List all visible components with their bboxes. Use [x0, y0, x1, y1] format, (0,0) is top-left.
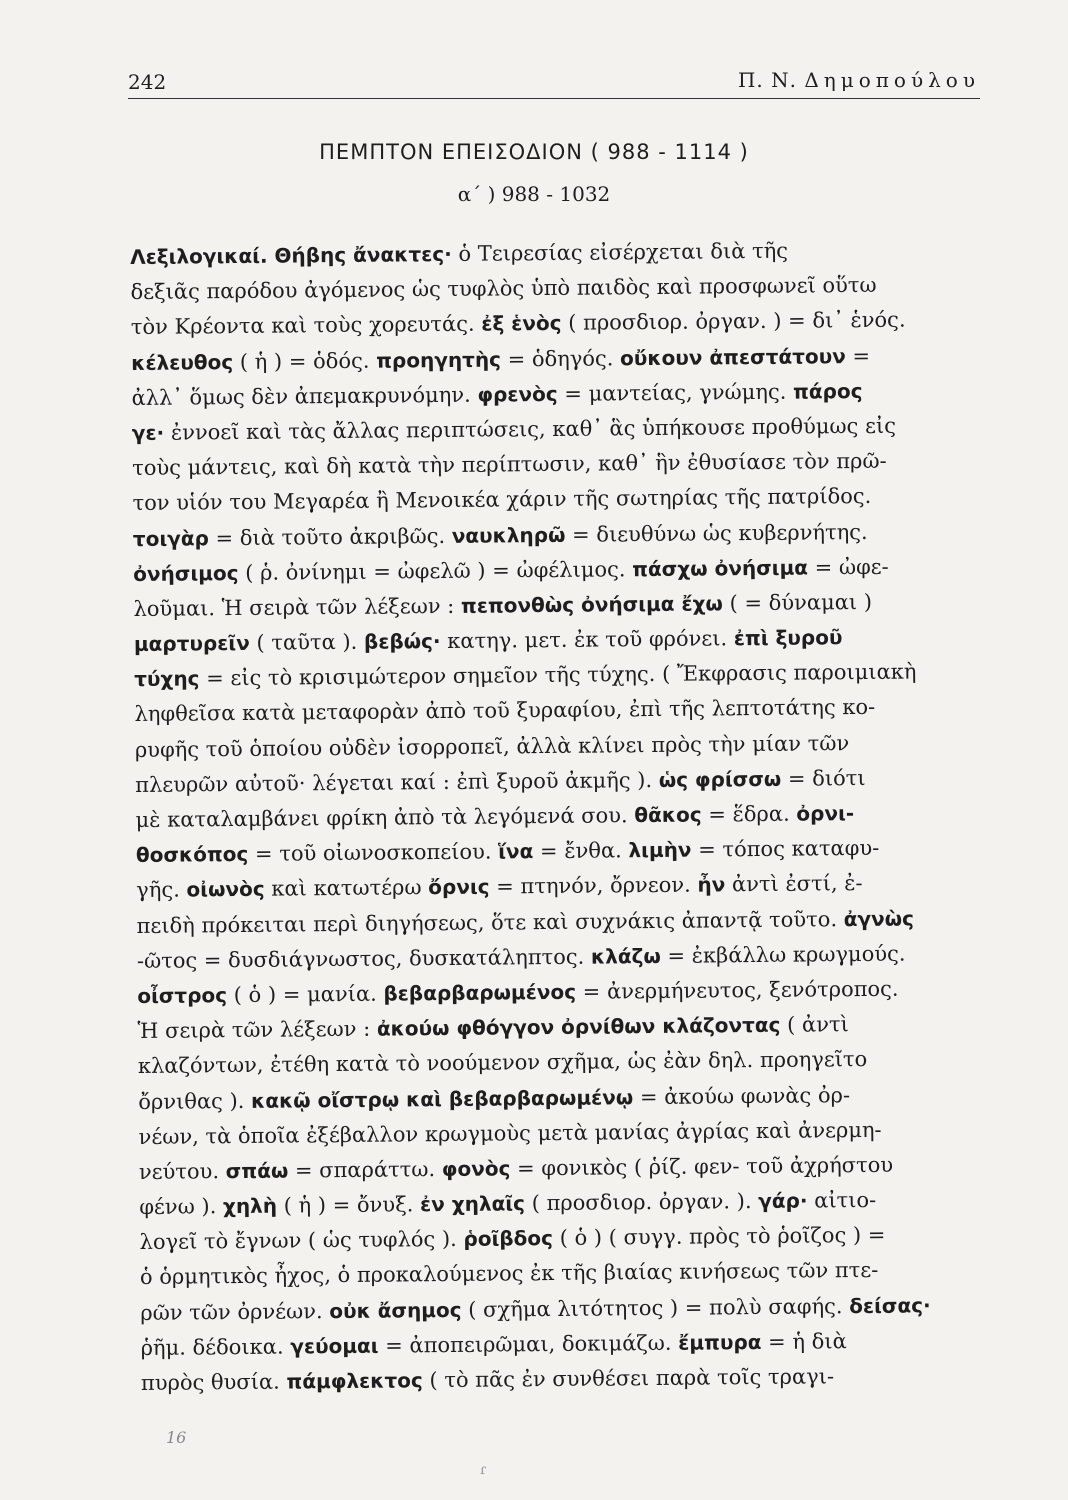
gloss-text: ( σχῆμα λιτότητος ) = πολὺ σαφής. — [461, 1293, 850, 1322]
lemma-term: οὔκουν ἀπεστάτουν — [619, 343, 846, 370]
lemma-term: κλάζω — [590, 943, 661, 969]
stray-mark: ɾ — [480, 1462, 487, 1478]
lemma-term: οἰωνὸς — [186, 877, 265, 902]
gloss-text: τον υἱόν του Μεγαρέα ἢ Μενοικέα χάριν τῆς σωτηρίας τῆς πατρίδος. — [132, 484, 872, 516]
lemma-term: πεπονθὼς ὀνήσιμα ἔχω — [460, 591, 723, 618]
lemma-term: προηγητὴς — [376, 347, 502, 373]
gloss-text: πυρὸς θυσία. — [140, 1369, 287, 1395]
lemma-term: ὀρνι- — [796, 801, 855, 826]
gloss-text: ὁ ὁρμητικὸς ἦχος, ὁ προκαλούμενος ἐκ τῆς βιαίας κινήσεως τῶν πτε- — [139, 1258, 879, 1290]
gloss-text: ( ἀντὶ — [780, 1012, 849, 1037]
lemma-term: θᾶκος — [634, 802, 702, 828]
lemma-term: ἵνα — [498, 839, 534, 864]
gloss-text: = τοῦ οἰωνοσκοπείου. — [248, 839, 499, 867]
gloss-text: ληφθεῖσα κατὰ μεταφορὰν ἀπὸ τοῦ ξυραφίου, ἐπὶ τῆς λεπτοτάτης κο- — [134, 695, 876, 727]
lemma-term: ῥοῖβδος — [463, 1226, 554, 1252]
gloss-text: = πτηνόν, ὄρνεον. — [489, 872, 698, 899]
gloss-text: ( προσδιορ. ὀργαν. ) = δι᾽ ἑνός. — [561, 307, 906, 336]
lemma-term: ἐπὶ ξυροῦ — [733, 625, 843, 651]
gloss-text: ἐννοεῖ καὶ τὰς ἄλλας περιπτώσεις, καθ᾽ ἃς ὑπήκουσε προθύμως εἰς — [164, 413, 897, 445]
gloss-text: γῆς. — [136, 877, 187, 903]
gloss-text: ( προσδιορ. ὀργαν. ). — [524, 1189, 759, 1216]
gloss-text: ὄρνιθας ). — [138, 1088, 252, 1114]
gloss-text: λοῦμαι. Ἡ σειρὰ τῶν λέξεων : — [133, 593, 462, 621]
gloss-text: ὁ Τειρεσίας εἰσέρχεται διὰ τῆς — [451, 238, 789, 266]
gloss-text: ( ταῦτα ). — [249, 629, 365, 655]
page-number: 242 — [128, 70, 167, 94]
gloss-text: = διευθύνω ὡς κυβερνήτης. — [565, 519, 868, 547]
gloss-text: ( ἡ ) = ὄνυξ. — [276, 1192, 421, 1218]
gloss-text: τοὺς μάντεις, καὶ δὴ κατὰ τὴν περίπτωσιν, καθ᾽ ἣν ἐθυσίασε τὸν πρῶ- — [132, 448, 887, 481]
author-name — [738, 68, 980, 92]
gloss-text: τὸν Κρέοντα καὶ τοὺς χορευτάς. — [130, 312, 482, 340]
gloss-text: = εἰς τὸ κρισιμώτερον σημεῖον τῆς τύχης. ( Ἔκφρασις παροιμιακὴ — [199, 659, 917, 691]
gloss-text: -ῶτος = δυσδιάγνωστος, δυσκατάληπτος. — [136, 944, 592, 973]
gloss-text: = ἕδρα. — [701, 801, 797, 827]
gloss-text: ( ἡ ) = ὁδός. — [233, 348, 377, 374]
lemma-term: λιμὴν — [628, 837, 692, 863]
lemma-term: φονὸς — [441, 1156, 511, 1181]
lemma-term: βεβώς· — [363, 629, 441, 654]
gloss-text: = ἀκούω φωνὰς ὀρ- — [633, 1082, 851, 1109]
lemma-term: φρενὸς — [477, 381, 558, 407]
gloss-text: λογεῖ τὸ ἔγνων ( ὡς τυφλός ). — [139, 1227, 464, 1255]
gloss-text: = διὰ τοῦτο ἀκριβῶς. — [208, 523, 452, 550]
glossary-text — [130, 232, 991, 1401]
gloss-text: ρυφῆς τοῦ ὁποίου οὐδὲν ἰσορροπεῖ, ἀλλὰ κλίνει πρὸς τὴν μίαν τῶν — [134, 730, 850, 762]
gloss-text: αἰτιο- — [807, 1187, 877, 1213]
lemma-term: βεβαρβαρωμένος — [383, 979, 577, 1006]
lemma-term: ὀνήσιμος — [133, 560, 239, 586]
lemma-term: ὡς φρίσσω — [658, 766, 782, 792]
gloss-text: πλευρῶν αὐτοῦ· λέγεται καί : ἐπὶ ξυροῦ ἀκμῆς ). — [135, 767, 659, 797]
lemma-term: κακῷ οἴστρῳ καὶ βεβαρβαρωμένῳ — [250, 1084, 634, 1113]
gloss-text: νεύτου. — [138, 1158, 226, 1184]
lemma-term: δείσας· — [849, 1292, 931, 1318]
author-surname: Δημοπούλου — [804, 68, 980, 92]
lemma-term: πάμφλεκτος — [286, 1368, 423, 1394]
running-head — [128, 62, 980, 99]
lemma-term: ἦν — [697, 872, 726, 897]
gloss-text: Ἡ σειρὰ τῶν λέξεων : — [137, 1016, 377, 1044]
gloss-text: πειδὴ πρόκειται περὶ διηγήσεως, ὅτε καὶ συχνάκις ἀπαντᾷ τοῦτο. — [136, 906, 844, 938]
gloss-text: ῥῆμ. δέδοικα. — [140, 1334, 291, 1360]
gloss-text: = ἡ διὰ — [761, 1328, 847, 1354]
lemma-term: κέλευθος — [131, 349, 234, 375]
gloss-text: ( τὸ πᾶς ἐν συνθέσει παρὰ τοῖς τραγι- — [422, 1364, 835, 1393]
gloss-text: ( ῥ. ὀνίνημι = ὠφελῶ ) = ὠφέλιμος. — [238, 556, 633, 585]
lemma-term: γεύομαι — [290, 1333, 379, 1359]
gloss-text: = σπαράττω. — [288, 1156, 442, 1183]
lemma-term: θοσκόπος — [135, 842, 249, 868]
gloss-text: ἀλλ᾽ ὅμως δὲν ἀπεμακρυνόμην. — [131, 382, 478, 410]
lemma-term: γε· — [131, 420, 165, 445]
section-heading: α΄ ) 988 - 1032 — [457, 182, 611, 206]
gloss-text: = ἐκβάλλω κρωγμούς. — [660, 941, 906, 968]
lemma-term: ἐξ ἑνὸς — [481, 311, 562, 337]
lemma-term: γάρ· — [758, 1188, 808, 1214]
lemma-term: οἶστρος — [137, 983, 228, 1008]
lemma-term: πάσχω ὀνήσιμα — [632, 555, 809, 581]
author-initials: Π. Ν. — [737, 68, 797, 92]
gloss-text: = τόπος καταφυ- — [691, 836, 880, 862]
gloss-text: καὶ κατωτέρω — [264, 875, 429, 902]
gloss-text: κλαζόντων, ἐτέθη κατὰ τὸ νοούμενον σχῆμα, ὡς ἐὰν δηλ. προηγεῖτο — [137, 1047, 868, 1079]
gloss-text: = ὠφε- — [807, 554, 889, 580]
gloss-text: = φονικὸς ( ῥίζ. φεν- τοῦ ἀχρήστου — [510, 1152, 894, 1181]
lemma-term: οὐκ ἄσημος — [329, 1297, 462, 1323]
gloss-text: = — [845, 343, 871, 368]
gloss-text: = ὁδηγός. — [500, 345, 621, 372]
lemma-term: ἔμπυρα — [678, 1329, 762, 1355]
gloss-text: ( = δύναμαι ) — [722, 589, 873, 616]
lemma-term: Λεξιλογικαί. Θήβης ἄνακτες· — [130, 241, 452, 269]
text-line — [141, 1358, 991, 1401]
lemma-term: ὄρνις — [428, 874, 490, 900]
gloss-text: δεξιᾶς παρόδου ἀγόμενος ὡς τυφλὸς ὑπὸ παιδὸς καὶ προσφωνεῖ οὕτω — [130, 273, 877, 305]
gloss-text: ( ὁ ) ( συγγ. πρὸς τὸ ῥοῖζος ) = — [552, 1223, 886, 1251]
gloss-text: κατηγ. μετ. ἐκ τοῦ φρόνει. — [440, 626, 734, 654]
episode-heading: ΠΕΜΠΤΟΝ ΕΠΕΙΣΟΔΙΟΝ ( 988 - 1114 ) — [319, 140, 749, 164]
lemma-term: χηλὴ — [222, 1193, 278, 1219]
gloss-text: ἀντὶ ἐστί, ἐ- — [725, 871, 863, 897]
lemma-term: ἀκούω φθόγγον ὀρνίθων κλάζοντας — [376, 1012, 781, 1041]
lemma-term: ἐν χηλαῖς — [419, 1191, 526, 1217]
gloss-text: ρῶν τῶν ὀρνέων. — [140, 1298, 330, 1325]
lemma-term: τοιγὰρ — [132, 525, 209, 551]
gloss-text: = ἔνθα. — [533, 838, 629, 864]
signature-mark: 16 — [166, 1428, 187, 1447]
gloss-text: = ἀνερμήνευτος, ξενότροπος. — [575, 976, 899, 1004]
lemma-term: πάρος — [792, 378, 863, 404]
lemma-term: τύχης — [134, 666, 200, 692]
gloss-text: νέων, τὰ ὁποῖα ἐξέβαλλον κρωγμοὺς μετὰ μανίας ἀγρίας καὶ ἀνερμη- — [138, 1117, 882, 1149]
gloss-text: μὲ καταλαμβάνει φρίκη ἀπὸ τὰ λεγόμενά σου. — [135, 803, 635, 832]
lemma-term: μαρτυρεῖν — [133, 630, 250, 657]
gloss-text: ( ὁ ) = μανία. — [226, 981, 384, 1008]
gloss-text: φένω ). — [139, 1194, 224, 1220]
gloss-text: = μαντείας, γνώμης. — [557, 379, 794, 406]
lemma-term: σπάω — [225, 1158, 289, 1183]
lemma-term: ἀγνὼς — [843, 906, 915, 931]
lemma-term: ναυκληρῶ — [451, 522, 566, 548]
gloss-text: = διότι — [781, 765, 866, 791]
gloss-text: = ἀποπειρῶμαι, δοκιμάζω. — [378, 1330, 679, 1358]
